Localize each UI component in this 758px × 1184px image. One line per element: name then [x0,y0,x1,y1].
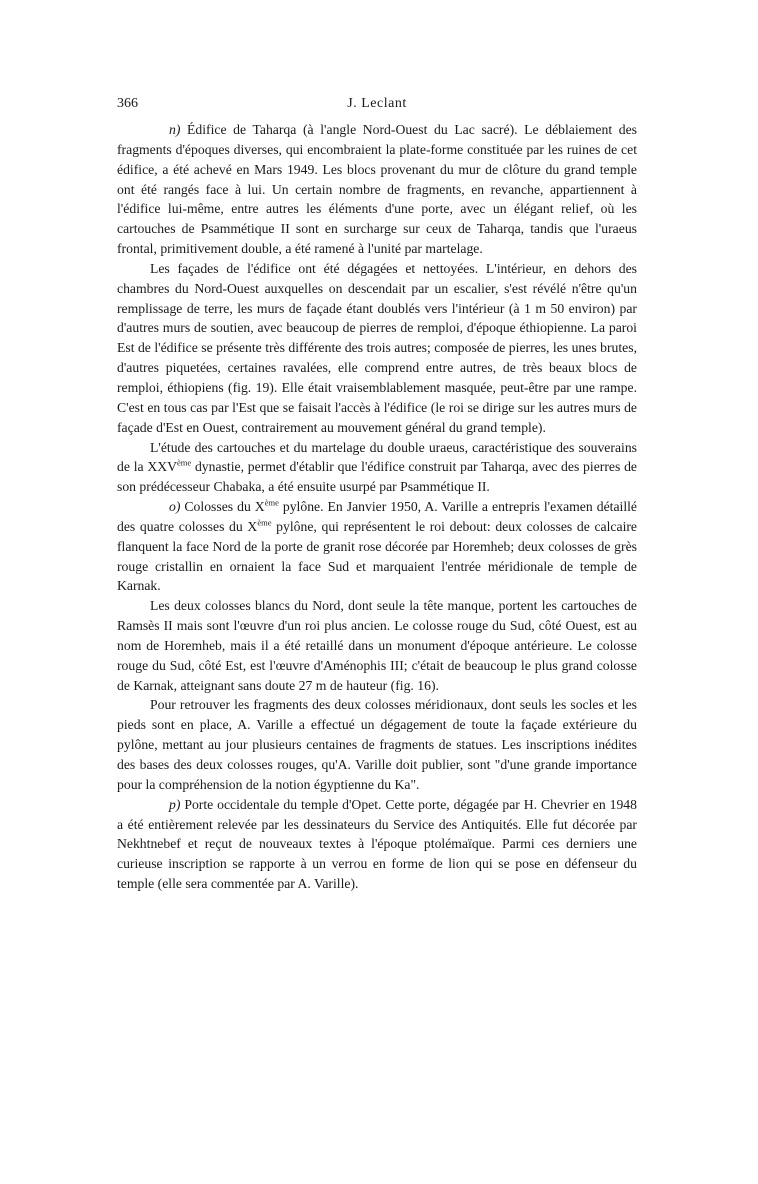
paragraph-white-colosses [117,596,637,695]
paragraph-text: Les deux colosses blancs du Nord, dont seule la tête manque, portent les cartouches de Ramsès II mais sont l'œuvre d'un roi plus ancien. Le colosse rouge du Sud, côté Ouest, est au nom de Horemheb, mais il a été retaillé dans un monument d'époque antérieure. Le colosse rouge du Sud, côté Est, est l'œuvre d'Aménophis III; c'était de beaucoup le plus grand colosse de Karnak, atteignant sans doute 27 m de hauteur (fig. 16). [117,598,637,693]
paragraph-n-edifice-taharqa [117,120,637,259]
running-head [117,96,637,120]
ordinal-superscript: ème [257,517,272,528]
paragraph-text: Les façades de l'édifice ont été dégagées et nettoyées. L'intérieur, en dehors des chambres du Nord-Ouest auxquelles on descendait par un escalier, s'est révélé n'être qu'un remplissage de terre, les murs de façade étant doublés vers l'intérieur (à 1 m 50 environ) par d'autres murs de soutien, avec beaucoup de pierres de remploi, d'époque éthiopienne. La paroi Est de l'édifice se présente très différente des trois autres; composée de pierres, les unes brutes, d'autres piquetées, certaines ravalées, elle comprend entre autres, de très beaux blocs de remploi, éthiopiens (fig. 19). Elle était vraisemblablement masquée, peut-être par une rampe. C'est en tous cas par l'Est que se faisait l'accès à l'édifice (le roi se dirige sur les autres murs de façade d'Est en Ouest, contrairement au mouvement général du grand temple). [117,260,637,435]
item-letter: o) [169,499,181,515]
paragraph-cartouches-study [117,438,637,498]
ordinal-superscript: ème [177,457,192,468]
ordinal-superscript: ème [264,497,279,508]
item-letter: n) [169,122,181,137]
paragraph-p-porte-opet [117,795,637,894]
paragraph-text: pylône. En Janvier 1950, A. Varille a entrepris l'examen détaillé des quatre colosses du X [117,499,638,534]
paragraph-text: L'étude des cartouches et du martelage du double uraeus, caractéristique des souverains de la XXV [117,439,637,475]
paragraph-text: pylône, qui représentent le roi debout: deux colosses de calcaire flanquent la face Nord de la porte de granit rose décorée par Horemheb; deux colosses de grès rouge cristallin en ornaient la face Sud et marquaient l'entrée méridionale de temple de Karnak. [117,518,638,594]
paragraph-text: dynastie, permet d'établir que l'édifice construit par Taharqa, avec des pierres de son prédécesseur Chabaka, a été ensuite usurpé par Psammétique II. [117,459,637,495]
paragraph-fragments [117,695,637,794]
running-title: J. Leclant [347,96,407,111]
document-page [117,96,637,894]
paragraph-text: Pour retrouver les fragments des deux colosses méridionaux, dont seuls les socles et les pieds sont en place, A. Varille a effectué un dégagement de toute la façade extérieure du pylône, mettant au jour plusieurs centaines de fragments de statues. Les inscriptions inédites des bases des deux colosses rouges, qu'A. Varille doit publier, sont "d'une grande importance pour la compréhension de la notion égyptienne du Ka". [117,697,637,792]
paragraph-facades [117,259,637,438]
item-letter: p) [169,796,181,812]
paragraph-text: Édifice de Taharqa (à l'angle Nord-Ouest du Lac sacré). Le déblaiement des fragments d'époques diverses, qui encombraient la plate-forme constituée par les ruines de cet édifice, a été achevé en Mars 1949. Les blocs provenant du mur de clôture du grand temple ont été rangés face à lui. Un certain nombre de fragments, en revanche, appartiennent à l'édifice lui-même, entre autres les éléments d'une porte, avec un élégant relief, où les cartouches de Psammétique II sont en surcharge sur ceux de Taharqa, tandis que l'uraeus frontal, primitivement double, a été ramené à l'unité par martelage. [117,122,637,257]
paragraph-text: Porte occidentale du temple d'Opet. Cette porte, dégagée par H. Chevrier en 1948 a été entièrement relevée par les dessinateurs du Service des Antiquités. Elle fut décorée par Nekhtnebef et reçut de nouveaux textes à l'époque ptolémaïque. Parmi ces derniers une curieuse inscription se rapporte à un verrou en forme de lion qui se pose en défenseur du temple (elle sera commentée par A. Varille). [117,796,637,892]
page-number: 366 [117,96,138,111]
paragraph-text: Colosses du X [184,499,265,515]
body-text [117,120,637,894]
paragraph-o-colosses [117,497,637,596]
